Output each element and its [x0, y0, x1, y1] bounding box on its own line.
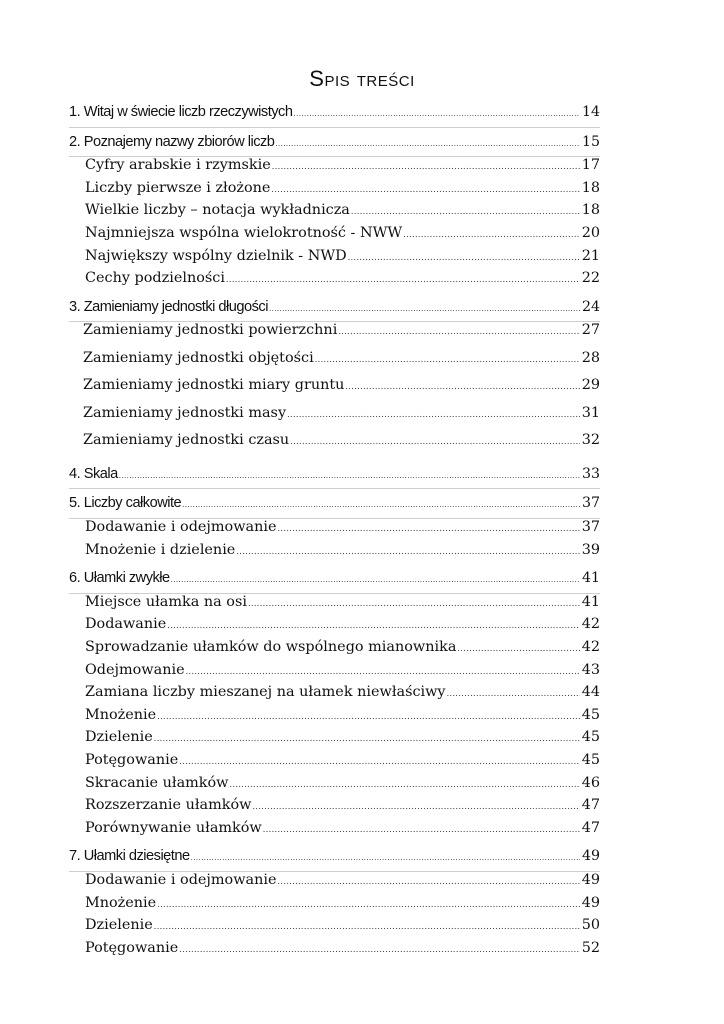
toc-page-number: 37	[581, 495, 600, 512]
toc-entry-label: Zamieniamy jednostki masy	[83, 404, 287, 421]
toc-page-number: 43	[581, 661, 600, 678]
toc-dot-leader	[293, 109, 579, 118]
toc-entry-label: Rozszerzanie ułamków	[85, 797, 252, 814]
toc-section-entry[interactable]	[69, 940, 600, 963]
toc-section-entry[interactable]	[69, 519, 600, 542]
toc-entry-label: Cechy podzielności	[85, 270, 225, 287]
toc-page-number: 42	[581, 639, 600, 655]
toc-entry-label: Wielkie liczby – notacja wykładnicza	[85, 202, 350, 219]
toc-dot-leader	[154, 734, 580, 743]
toc-section-entry[interactable]	[69, 820, 600, 843]
toc-dot-leader	[191, 853, 580, 862]
toc-dot-leader	[167, 621, 579, 630]
toc-section-entry[interactable]	[69, 157, 600, 180]
toc-entry-label: Najmniejsza wspólna wielokrotność - NWW	[85, 224, 403, 241]
toc-page-number: 44	[581, 684, 600, 701]
toc-chapter-entry[interactable]	[69, 104, 600, 128]
toc-page-number: 32	[581, 432, 600, 449]
toc-entry-label: Mnożenie i dzielenie	[85, 541, 236, 558]
toc-page-number: 45	[581, 729, 600, 746]
toc-page-number: 18	[581, 179, 600, 196]
toc-dot-leader	[277, 877, 579, 886]
toc-dot-leader	[226, 275, 580, 284]
toc-entry-label: Zamieniamy jednostki powierzchni	[83, 322, 338, 339]
toc-section-entry[interactable]	[69, 594, 600, 617]
toc-page-number: 49	[581, 871, 600, 888]
toc-section-entry[interactable]	[69, 225, 600, 248]
toc-dot-leader	[182, 500, 580, 509]
toc-section-entry[interactable]	[69, 270, 600, 293]
toc-page-number: 14	[581, 104, 600, 120]
toc-section-entry[interactable]	[69, 775, 600, 798]
toc-dot-leader	[271, 185, 579, 194]
toc-entry-label: Zamieniamy jednostki czasu	[83, 432, 290, 449]
toc-page-number: 45	[581, 706, 600, 723]
toc-dot-leader	[348, 253, 580, 262]
toc-entry-label: Dodawanie	[85, 616, 167, 633]
toc-dot-leader	[287, 410, 580, 419]
toc-page-number: 27	[581, 322, 600, 339]
toc-page-number: 18	[581, 202, 600, 219]
toc-entry-label: 1. Witaj w świecie liczb rzeczywistych	[69, 104, 293, 120]
toc-page-number: 21	[581, 247, 600, 264]
toc-entry-label: Dzielenie	[85, 729, 153, 746]
toc-dot-leader	[403, 230, 580, 239]
toc-entry-label: Porównywanie ułamków	[85, 819, 262, 836]
toc-chapter-entry[interactable]	[69, 495, 600, 519]
toc-section-entry[interactable]	[69, 752, 600, 775]
toc-entry-label: Dodawanie i odejmowanie	[85, 519, 277, 536]
toc-dot-leader	[179, 757, 579, 766]
toc-section-entry[interactable]	[69, 377, 600, 405]
toc-section-entry[interactable]	[69, 616, 600, 639]
toc-dot-leader	[157, 900, 580, 909]
toc-section-entry[interactable]	[69, 322, 600, 350]
toc-section-entry[interactable]	[69, 707, 600, 730]
toc-page-number: 41	[581, 593, 600, 610]
toc-dot-leader	[345, 382, 579, 391]
toc-chapter-entry[interactable]	[69, 466, 600, 490]
toc-page-number: 33	[581, 465, 600, 482]
toc-chapter-entry[interactable]	[69, 570, 600, 594]
toc-page-number: 31	[581, 404, 600, 421]
toc-dot-leader	[157, 712, 580, 721]
toc-page-number: 29	[581, 377, 600, 394]
toc-dot-leader	[263, 825, 580, 834]
toc-section-entry[interactable]	[69, 639, 600, 662]
toc-section-entry[interactable]	[69, 405, 600, 433]
toc-section-entry[interactable]	[69, 432, 600, 460]
toc-section-entry[interactable]	[69, 662, 600, 685]
toc-entry-label: Sprowadzanie ułamków do wspólnego mianownika	[85, 639, 457, 655]
toc-dot-leader	[338, 327, 579, 336]
toc-page-number: 46	[581, 774, 600, 791]
table-of-contents	[69, 104, 600, 962]
toc-dot-leader	[277, 524, 579, 533]
toc-dot-leader	[171, 575, 580, 584]
toc-page-number: 15	[581, 133, 600, 150]
toc-entry-label: Zamieniamy jednostki miary gruntu	[83, 377, 345, 394]
toc-page-number: 45	[581, 751, 600, 768]
toc-page-number: 28	[581, 349, 600, 366]
toc-dot-leader	[248, 599, 580, 608]
toc-section-entry[interactable]	[69, 729, 600, 752]
toc-entry-label: 4. Skala	[69, 465, 118, 482]
toc-entry-label: Potęgowanie	[85, 751, 179, 768]
toc-dot-leader	[275, 139, 580, 148]
page-title: Spis treści	[309, 66, 415, 91]
toc-entry-label: 5. Liczby całkowite	[69, 495, 182, 512]
toc-entry-label: 2. Poznajemy nazwy zbiorów liczb	[69, 133, 275, 150]
toc-section-entry[interactable]	[69, 797, 600, 820]
toc-entry-label: Mnożenie	[85, 706, 157, 723]
toc-entry-label: Zamieniamy jednostki objętości	[83, 349, 314, 366]
toc-section-entry[interactable]	[69, 202, 600, 225]
toc-section-entry[interactable]	[69, 248, 600, 271]
toc-dot-leader	[252, 802, 579, 811]
toc-section-entry[interactable]	[69, 684, 600, 707]
toc-entry-label: 6. Ułamki zwykłe	[69, 570, 170, 587]
toc-dot-leader	[179, 945, 579, 954]
toc-chapter-entry[interactable]	[69, 299, 600, 323]
toc-page-number: 49	[581, 894, 600, 911]
toc-entry-label: Zamiana liczby mieszanej na ułamek niewłaściwy	[85, 684, 446, 701]
toc-dot-leader	[457, 644, 579, 653]
toc-page-number: 17	[581, 157, 600, 174]
toc-dot-leader	[236, 547, 579, 556]
toc-section-entry[interactable]	[69, 872, 600, 895]
toc-dot-leader	[290, 437, 579, 446]
toc-page-number: 50	[581, 917, 600, 934]
toc-entry-label: Miejsce ułamka na osi	[85, 593, 247, 610]
toc-page-number: 52	[581, 939, 600, 956]
toc-page-number: 41	[581, 570, 600, 587]
toc-entry-label: Dzielenie	[85, 917, 153, 934]
toc-entry-label: Mnożenie	[85, 894, 157, 911]
toc-entry-label: Odejmowanie	[85, 661, 185, 678]
toc-page-number: 47	[581, 797, 600, 814]
toc-dot-leader	[272, 162, 580, 171]
toc-entry-label: 7. Ułamki dziesiętne	[69, 848, 190, 865]
toc-dot-leader	[230, 780, 580, 789]
toc-section-entry[interactable]	[69, 180, 600, 203]
toc-dot-leader	[315, 355, 580, 364]
toc-section-entry[interactable]	[69, 917, 600, 940]
toc-dot-leader	[154, 922, 580, 931]
toc-entry-label: Liczby pierwsze i złożone	[85, 179, 271, 196]
toc-entry-label: Największy wspólny dzielnik - NWD	[85, 247, 347, 264]
toc-chapter-entry[interactable]	[69, 134, 600, 158]
toc-entry-label: 3. Zamieniamy jednostki długości	[69, 298, 268, 315]
toc-page-number: 24	[581, 298, 600, 315]
toc-entry-label: Dodawanie i odejmowanie	[85, 871, 277, 888]
toc-entry-label: Cyfry arabskie i rzymskie	[85, 157, 271, 174]
toc-dot-leader	[269, 304, 580, 313]
toc-dot-leader	[186, 667, 580, 676]
toc-page-number: 22	[581, 270, 600, 287]
toc-dot-leader	[351, 207, 580, 216]
toc-entry-label: Potęgowanie	[85, 939, 179, 956]
toc-chapter-entry[interactable]	[69, 848, 600, 872]
toc-page-number: 37	[581, 519, 600, 536]
toc-dot-leader	[119, 471, 580, 480]
toc-section-entry[interactable]	[69, 542, 600, 565]
toc-page-number: 47	[581, 819, 600, 836]
toc-page-number: 20	[581, 224, 600, 241]
toc-entry-label: Skracanie ułamków	[85, 774, 229, 791]
toc-page-number: 39	[581, 541, 600, 558]
toc-page-number: 42	[581, 616, 600, 633]
toc-page-number: 49	[581, 848, 600, 865]
toc-dot-leader	[447, 689, 580, 698]
toc-section-entry[interactable]	[69, 350, 600, 378]
toc-section-entry[interactable]	[69, 895, 600, 918]
